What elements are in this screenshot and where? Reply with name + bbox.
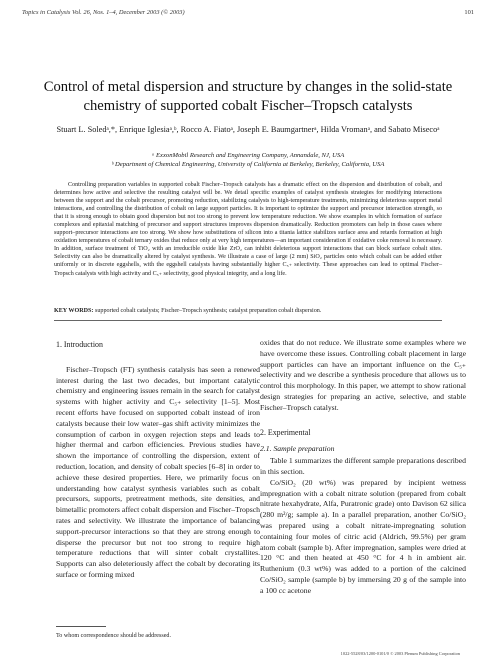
abstract: Controlling preparation variables in supported cobalt Fischer–Tropsch catalysts has a dramatic effect on the dispersion and distribution of cobalt, and determines how active and selective the resulting catalyst will be. We detail specific examples of catalyst synthesis strategies for modifying interactions between the support and the cobalt precursor, promoting reduction, stabilizing catalysts to high-temperature treatments, minimizing deleterious support metal interactions, and controlling the distribution of cobalt on large support particles. It is important to optimize the support and precursor interaction strength, so that it is strong enough to obtain good dispersion but not too strong to prevent low temperature reduction. We show examples in which formation of surface complexes and epitaxial matching of precursor and support structures improves dispersion dramatically. Reduction promoters can help in those cases where support–precursor interactions are too strong. We show how substitutions of silicon into a titania lattice stabilizes surface area and retards formation at high oxidation temperatures of cobalt ternary oxides that reduce only at very high temperatures—an important consideration if oxidative coke removal is necessary. In addition, surface treatment of TiO₂ with an irreducible oxide like ZrO₂ can inhibit deleterious support interactions that can block surface cobalt sites. Selectivity can also be dramatically altered by catalyst synthesis. We illustrate a case of large (2 mm) SiO₂ particles onto which cobalt can be added either uniformly or in discrete eggshells, with the eggshell catalysts having substantially higher C₅₊ selectivity. These approaches can lead to optimal Fischer–Tropsch catalysts with high activity and C₅₊ selectivity, good physical integrity, and a long life.: [54, 182, 442, 277]
left-column: [56, 340, 260, 581]
affiliation-a: ᵃ ExxonMobil Research and Engineering Company, Annandale, NJ, USA: [151, 152, 345, 159]
subsection-heading-sample-preparation: 2.1. Sample preparation: [260, 444, 335, 454]
abstract-divider: [54, 320, 442, 321]
keywords-label: KEY WORDS:: [54, 308, 94, 314]
copyright-footer: 1022-5528/03/1200-0101/0 © 2003 Plenum Publishing Corporation: [340, 651, 460, 656]
page-number: 101: [464, 9, 474, 16]
footnote: To whom correspondence should be addressed.: [56, 633, 171, 639]
footnote-divider: [56, 626, 106, 627]
right-column: [260, 338, 466, 597]
intro-paragraph: Fischer–Tropsch (FT) synthesis catalysis has seen a renewed interest during the last two decades, but important catalytic chemistry and engineering issues remain in the search for catalyst systems with higher activity and C₅₊ selectivity [1–5]. Most recent efforts have focused on supported cobalt instead of iron catalysts because their low water–gas shift activity minimizes the consumption of carbon in oxygen rejection steps and leads to higher thermal and carbon efficiencies. Previous studies have shown the importance of controlling the dispersion, extent of reduction, location, and density of cobalt species [6–8] in order to achieve these desired properties. Here, we primarily focus on understanding how catalyst synthesis variables such as cobalt precursors, supports, pretreatment methods, site densities, and bimetallic promoters affect cobalt dispersion and Fischer–Tropsch rates and selectivity. We illustrate the importance of balancing support-precursor interactions so that they are strong enough to disperse the precursor but not too strong to require high temperature reductions that will sinter cobalt crystallites. Supports can also deleteriously affect the cobalt by decorating its surface or forming mixed: [56, 364, 260, 579]
running-header: [22, 9, 474, 16]
affiliation-b: ᵇ Department of Chemical Engineering, University of California at Berkeley, Berkeley, California, USA: [111, 161, 385, 168]
journal-citation: Topics in Catalysis Vol. 26, Nos. 1–4, December 2003 (© 2003): [22, 9, 185, 16]
experimental-paragraph-1: Table 1 summarizes the different sample preparations described in this section.: [260, 456, 466, 476]
section-heading-introduction: 1. Introduction: [56, 340, 103, 349]
experimental-paragraph-2: Co/SiO₂ (20 wt%) was prepared by incipient wetness impregnation with a cobalt nitrate solution (prepared from cobalt nitrate hexahydrate, Alfa, Puratronic grade) onto Davison 62 silica (280 m²/g; sample a). In a parallel preparation, another Co/SiO₂ was prepared using a cobalt nitrate-impregnating solution containing four moles of citric acid (Aldrich, 99.5%) per gram atom cobalt (sample b). After impregnation, samples were dried at 120 °C and then heated at 450 °C for 4 h in ambient air. Ruthenium (0.3 wt%) was added to a portion of the calcined Co/SiO₂ sample (sample b) by immersing 20 g of the sample into a 100 cc acetone: [260, 477, 466, 595]
keywords: [54, 307, 442, 315]
author-list: Stuart L. Soledᵃ,*, Enrique Iglesiaᵃ,ᵇ, Rocco A. Fiatoᵃ, Joseph E. Baumgartnerᵃ, Hilda Vromanᵃ, and Sabato Misecoᵃ: [56, 125, 440, 134]
paper-title: Control of metal dispersion and structure by changes in the solid-state chemistry of supported cobalt Fischer–Tropsch catalysts: [43, 79, 453, 114]
section-heading-experimental: 2. Experimental: [260, 427, 311, 437]
keywords-text: supported cobalt catalysts; Fischer–Tropsch synthesis; catalyst preparation cobalt dispersion.: [94, 308, 322, 314]
intro-paragraph-continued: oxides that do not reduce. We illustrate some examples where we have overcome these issues. Controlling cobalt placement in large support particles can have an important influence on the C₅₊ selectivity and we describe a synthesis procedure that allows us to control this morphology. In this paper, we attempt to show rational design strategies for preparing an active, selective, and stable Fischer–Tropsch catalyst.: [260, 338, 466, 412]
